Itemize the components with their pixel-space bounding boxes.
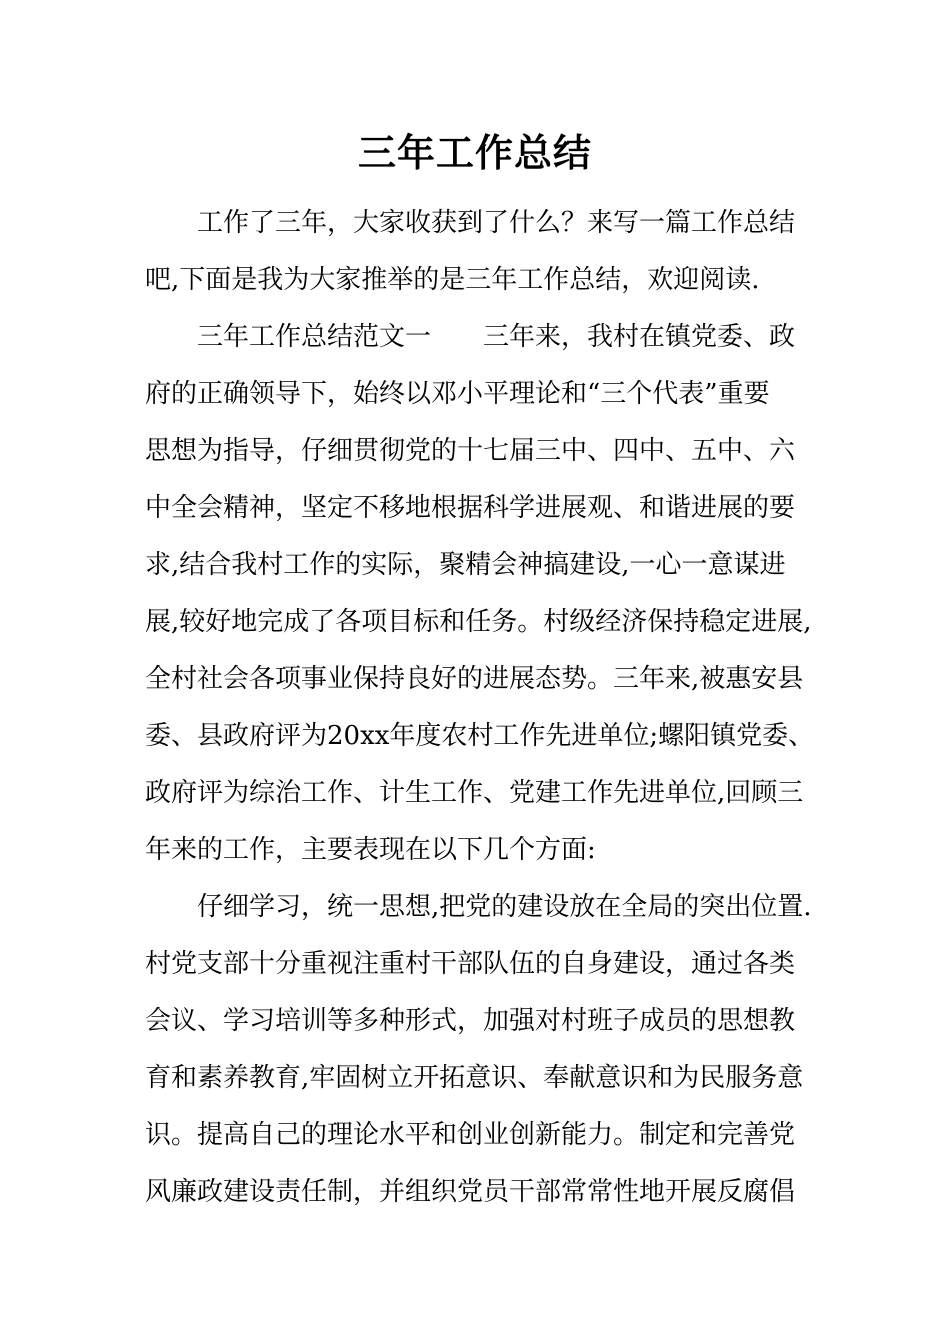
paragraph-3-line-2: 村党支部十分重视注重村干部队伍的自身建设，通过各类 [145, 949, 796, 979]
paragraph-1-line-1: 工作了三年，大家收获到了什么？来写一篇工作总结 [197, 208, 796, 238]
paragraph-2-line-2: 府的正确领导下，始终以邓小平理论和“三个代表”重要 [145, 379, 770, 409]
paragraph-1-line-2: 吧,下面是我为大家推举的是三年工作总结，欢迎阅读. [145, 265, 760, 295]
paragraph-2-line-5: 求,结合我村工作的实际，聚精会神搞建设,一心一意谋进 [145, 550, 786, 580]
paragraph-2-line-8: 委、县政府评为20xx年度农村工作先进单位;螺阳镇党委、 [145, 721, 815, 751]
paragraph-3-line-5: 识。提高自己的理论水平和创业创新能力。制定和完善党 [145, 1120, 796, 1150]
paragraph-2-line-3: 思想为指导，仔细贯彻党的十七届三中、四中、五中、六 [145, 436, 796, 466]
paragraph-2-line-6: 展,较好地完成了各项目标和任务。村级经济保持稳定进展, [145, 607, 812, 637]
paragraph-2-line-1: 三年工作总结范文一 三年来，我村在镇党委、政 [197, 322, 796, 352]
paragraph-2-line-4: 中全会精神，坚定不移地根据科学进展观、和谐进展的要 [145, 493, 796, 523]
paragraph-2-line-7: 全村社会各项事业保持良好的进展态势。三年来,被惠安县 [145, 664, 804, 694]
document-title: 三年工作总结 [357, 131, 592, 175]
paragraph-2-line-10: 年来的工作，主要表现在以下几个方面: [145, 835, 596, 865]
paragraph-2-line-9: 政府评为综治工作、计生工作、党建工作先进单位,回顾三 [145, 778, 804, 808]
paragraph-3-line-1: 仔细学习，统一思想,把党的建设放在全局的突出位置. [197, 892, 812, 922]
paragraph-3-line-4: 育和素养教育,牢固树立开拓意识、奉献意识和为民服务意 [145, 1063, 804, 1093]
paragraph-3-line-3: 会议、学习培训等多种形式，加强对村班子成员的思想教 [145, 1006, 796, 1036]
paragraph-3-line-6: 风廉政建设责任制，并组织党员干部常常性地开展反腐倡 [145, 1177, 796, 1207]
